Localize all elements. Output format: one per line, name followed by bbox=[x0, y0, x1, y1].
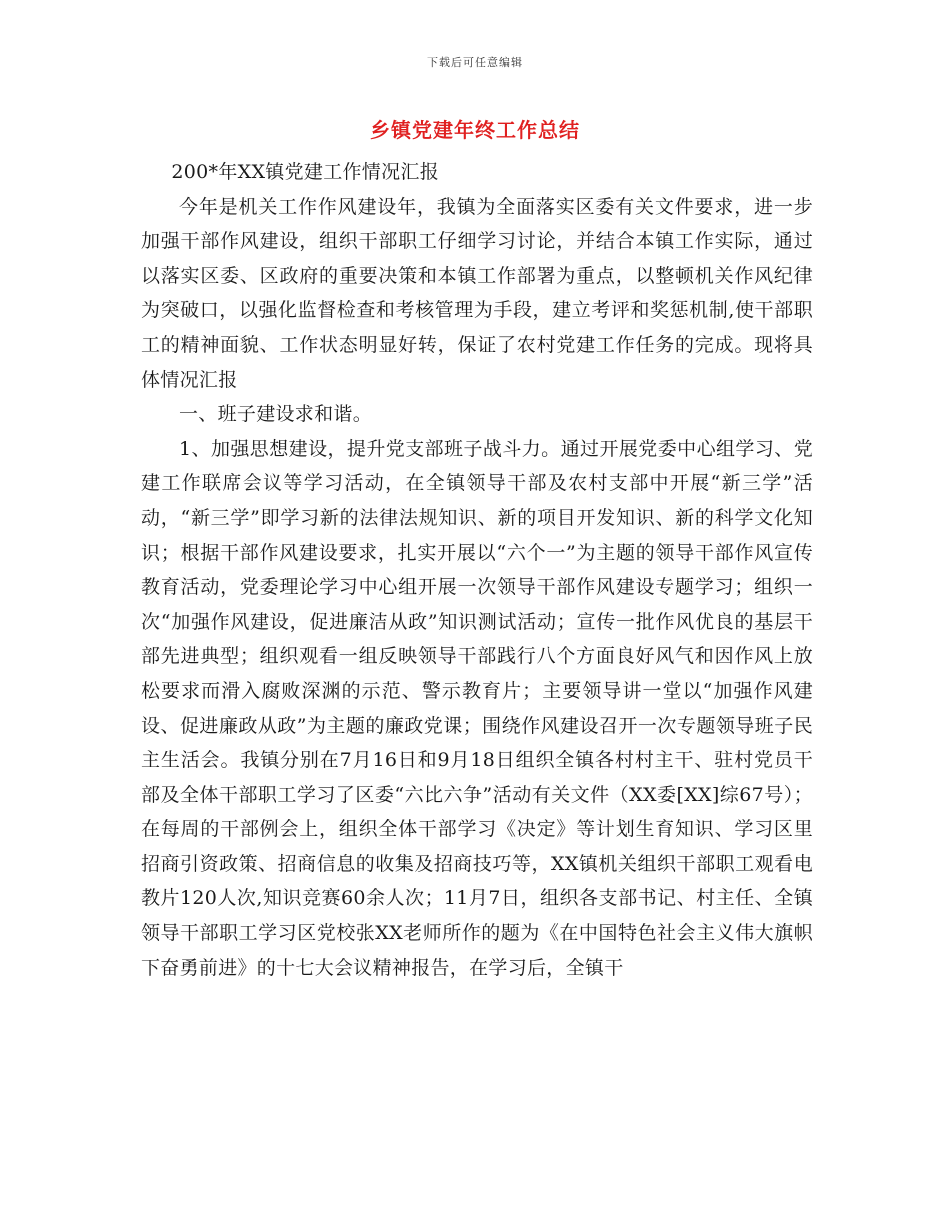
document-title: 乡镇党建年终工作总结 bbox=[370, 118, 580, 142]
content-paragraph: 1、加强思想建设，提升党支部班子战斗力。通过开展党委中心组学习、党建工作联席会议等学习活动，在全镇领导干部及农村支部中开展“新三学”活动，“新三学”即学习新的法律法规知识、新的项目开发知识、新的科学文化知识；根据干部作风建设要求，扎实开展以“六个一”为主题的领导干部作风宣传教育活动，党委理论学习中心组开展一次领导干部作风建设专题学习；组织一次“加强作风建设，促进廉洁从政”知识测试活动；宣传一批作风优良的基层干部先进典型；组织观看一组反映领导干部践行八个方面良好风气和因作风上放松要求而滑入腐败深渊的示范、警示教育片；主要领导讲一堂以“加强作风建设、促进廉政从政”为主题的廉政党课；围绕作风建设召开一次专题领导班子民主生活会。我镇分别在7月16日和9月18日组织全镇各村村主干、驻村党员干部及全体干部职工学习了区委“六比六争”活动有关文件（XX委[XX]综67号）；在每周的干部例会上，组织全体干部学习《决定》等计划生育知识、学习区里招商引资政策、招商信息的收集及招商技巧等，XX镇机关组织干部职工观看电教片120人次,知识竞赛60余人次；11月7日，组织各支部书记、村主任、全镇领导干部职工学习区党校张XX老师所作的题为《在中国特色社会主义伟大旗帜下奋勇前进》的十七大会议精神报告，在学习后，全镇干 bbox=[141, 437, 813, 979]
document-body bbox=[141, 155, 813, 985]
intro-paragraph: 今年是机关工作作风建设年，我镇为全面落实区委有关文件要求，进一步加强干部作风建设，组织干部职工仔细学习讨论，并结合本镇工作实际，通过以落实区委、区政府的重要决策和本镇工作部署为重点，以整顿机关作风纪律为突破口，以强化监督检查和考核管理为手段，建立考评和奖惩机制,使干部职工的精神面貌、工作状态明显好转，保证了农村党建工作任务的完成。现将具体情况汇报 bbox=[141, 195, 813, 391]
header-note: 下载后可任意编辑 bbox=[427, 56, 523, 69]
report-heading-paragraph: 200*年XX镇党建工作情况汇报 bbox=[171, 161, 440, 183]
section-heading-paragraph: 一、班子建设求和谐。 bbox=[179, 403, 373, 426]
